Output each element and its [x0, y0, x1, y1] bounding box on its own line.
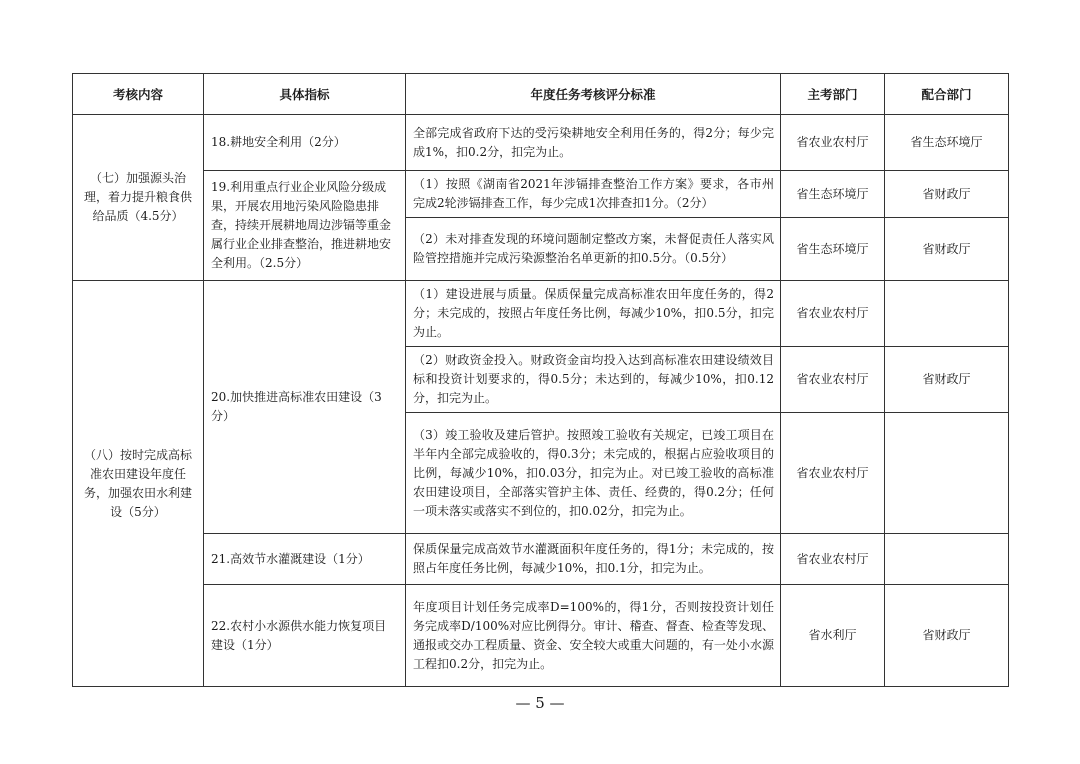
criteria-cell: （1）建设进展与质量。保质保量完成高标准农田年度任务的，得2分；未完成的，按照占年度任务比例，每减少10%，扣0.5分，扣完为止。: [406, 281, 781, 347]
support-dept-cell: 省财政厅: [885, 218, 1009, 281]
indicator-cell: 20.加快推进高标准农田建设（3分）: [204, 281, 406, 534]
header-lead-dept: 主考部门: [781, 74, 885, 115]
lead-dept-cell: 省生态环境厅: [781, 218, 885, 281]
criteria-cell: （2）未对排查发现的环境问题制定整改方案，未督促责任人落实风险管控措施并完成污染源整治名单更新的扣0.5分。（0.5分）: [406, 218, 781, 281]
support-dept-cell: [885, 534, 1009, 585]
header-content: 考核内容: [73, 74, 204, 115]
criteria-cell: （2）财政资金投入。财政资金亩均投入达到高标准农田建设绩效目标和投资计划要求的，得0.5分；未达到的，每减少10%，扣0.12分，扣完为止。: [406, 347, 781, 413]
lead-dept-cell: 省水利厅: [781, 585, 885, 687]
indicator-cell: 18.耕地安全利用（2分）: [204, 115, 406, 171]
lead-dept-cell: 省农业农村厅: [781, 413, 885, 534]
page-number: — 5 —: [515, 694, 565, 712]
header-criteria: 年度任务考核评分标准: [406, 74, 781, 115]
table-row: [73, 534, 1009, 585]
indicator-cell: 21.高效节水灌溉建设（1分）: [204, 534, 406, 585]
support-dept-cell: 省生态环境厅: [885, 115, 1009, 171]
lead-dept-cell: 省农业农村厅: [781, 534, 885, 585]
table-row: [73, 281, 1009, 347]
table-row: [73, 171, 1009, 218]
support-dept-cell: [885, 281, 1009, 347]
indicator-cell: 22.农村小水源供水能力恢复项目建设（1分）: [204, 585, 406, 687]
header-row: [73, 74, 1009, 115]
content-cell: （八）按时完成高标准农田建设年度任务，加强农田水利建设（5分）: [73, 281, 204, 687]
lead-dept-cell: 省农业农村厅: [781, 347, 885, 413]
criteria-cell: 保质保量完成高效节水灌溉面积年度任务的，得1分；未完成的，按照占年度任务比例，每减少10%，扣0.1分，扣完为止。: [406, 534, 781, 585]
assessment-table: [72, 73, 1009, 687]
criteria-cell: 年度项目计划任务完成率D=100%的，得1分，否则按投资计划任务完成率D/100%对应比例得分。审计、稽查、督查、检查等发现、通报或交办工程质量、资金、安全较大或重大问题的，有一处小水源工程扣0.2分，扣完为止。: [406, 585, 781, 687]
support-dept-cell: 省财政厅: [885, 347, 1009, 413]
table-row: [73, 585, 1009, 687]
criteria-cell: （1）按照《湖南省2021年涉镉排查整治工作方案》要求，各市州完成2轮涉镉排查工作，每少完成1次排查扣1分。（2分）: [406, 171, 781, 218]
indicator-cell: 19.利用重点行业企业风险分级成果，开展农用地污染风险隐患排查，持续开展耕地周边涉镉等重金属行业企业排查整治，推进耕地安全利用。（2.5分）: [204, 171, 406, 281]
content-cell: （七）加强源头治理，着力提升粮食供给品质（4.5分）: [73, 115, 204, 281]
table-row: [73, 115, 1009, 171]
lead-dept-cell: 省生态环境厅: [781, 171, 885, 218]
header-indicator: 具体指标: [204, 74, 406, 115]
lead-dept-cell: 省农业农村厅: [781, 115, 885, 171]
lead-dept-cell: 省农业农村厅: [781, 281, 885, 347]
criteria-cell: （3）竣工验收及建后管护。按照竣工验收有关规定，已竣工项目在半年内全部完成验收的，得0.3分；未完成的，根据占应验收项目的比例，每减少10%，扣0.03分，扣完为止。对已竣工验收的高标准农田建设项目，全部落实管护主体、责任、经费的，得0.2分；任何一项未落实或落实不到位的，扣0.02分，扣完为止。: [406, 413, 781, 534]
support-dept-cell: [885, 413, 1009, 534]
header-support-dept: 配合部门: [885, 74, 1009, 115]
criteria-cell: 全部完成省政府下达的受污染耕地安全利用任务的，得2分；每少完成1%，扣0.2分，扣完为止。: [406, 115, 781, 171]
support-dept-cell: 省财政厅: [885, 585, 1009, 687]
support-dept-cell: 省财政厅: [885, 171, 1009, 218]
